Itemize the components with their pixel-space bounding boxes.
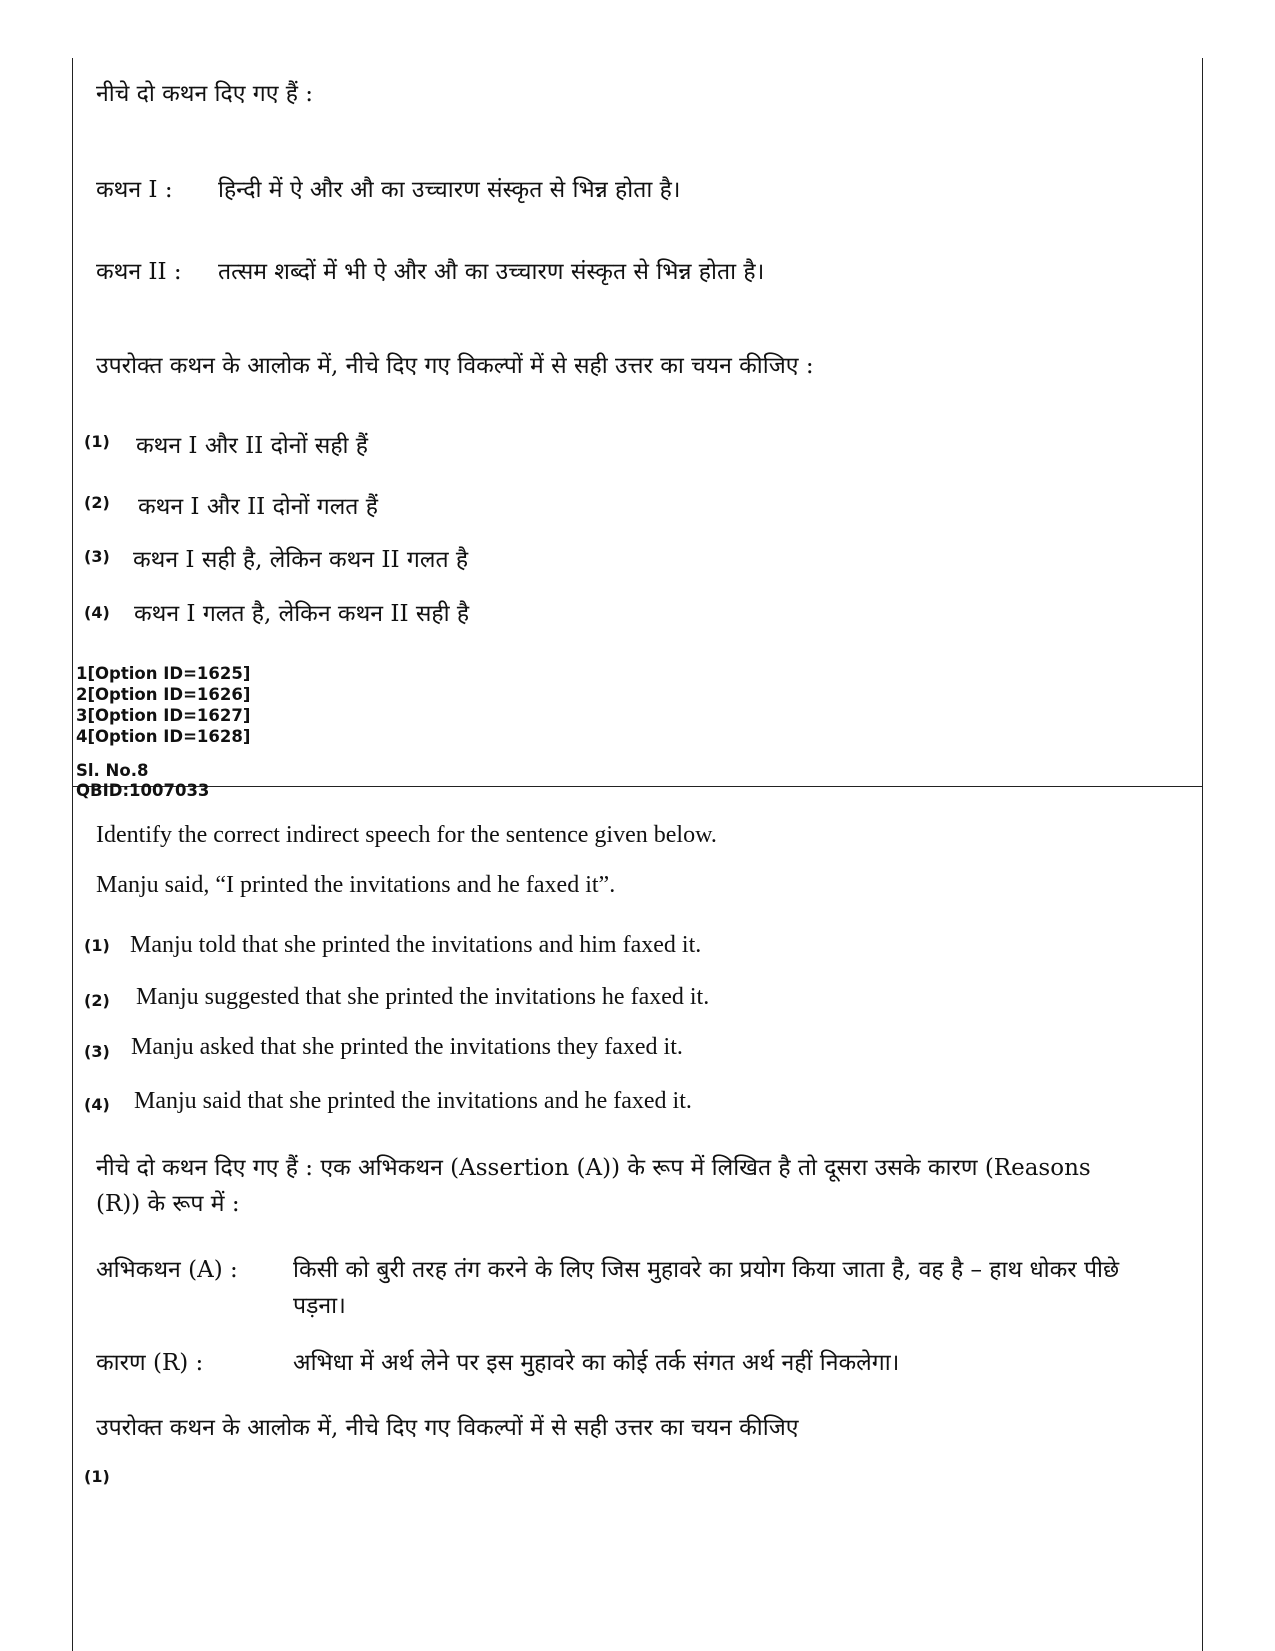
q7-statement1-text: हिन्दी में ऐ और औ का उच्चारण संस्कृत से भिन्न होता है। <box>218 177 681 203</box>
q7-option1-number: (1) <box>84 432 110 451</box>
q7-option-id-4: 4[Option ID=1628] <box>76 727 251 746</box>
reason-label: कारण (R) : <box>96 1350 204 1376</box>
q7-option1-text: कथन I और II दोनों सही हैं <box>136 433 369 459</box>
q8-option3-text: Manju asked that she printed the invitations they faxed it. <box>131 1034 683 1060</box>
question-divider <box>72 786 1203 787</box>
q7-statement2-label: कथन II : <box>96 259 182 285</box>
q7-option4-text: कथन I गलत है, लेकिन कथन II सही है <box>134 601 470 627</box>
assertion-label: अभिकथन (A) : <box>96 1257 238 1283</box>
q8-hindi-prompt: उपरोक्त कथन के आलोक में, नीचे दिए गए विकल्पों में से सही उत्तर का चयन कीजिए <box>96 1415 799 1441</box>
assertion-text: किसी को बुरी तरह तंग करने के लिए जिस मुहावरे का प्रयोग किया जाता है, वह है – हाथ धोकर पीछे पड़ना। <box>293 1257 1120 1319</box>
q7-option3-number: (3) <box>84 547 110 566</box>
q8-serial-number: Sl. No.8 <box>76 761 149 780</box>
q7-option2-text: कथन I और II दोनों गलत हैं <box>138 494 378 520</box>
q8-hindi-option1-number: (1) <box>84 1467 110 1486</box>
q7-option-id-3: 3[Option ID=1627] <box>76 706 251 725</box>
q7-prompt: उपरोक्त कथन के आलोक में, नीचे दिए गए विकल्पों में से सही उत्तर का चयन कीजिए : <box>96 353 814 379</box>
q8-option2-number: (2) <box>84 991 110 1010</box>
q7-statement1-label: कथन I : <box>96 177 173 203</box>
q8-option1-number: (1) <box>84 936 110 955</box>
reason-text: अभिधा में अर्थ लेने पर इस मुहावरे का कोई तर्क संगत अर्थ नहीं निकलेगा। <box>293 1350 900 1376</box>
q8-option3-number: (3) <box>84 1042 110 1061</box>
q7-intro: नीचे दो कथन दिए गए हैं : <box>96 81 314 107</box>
q8-option1-text: Manju told that she printed the invitations and him faxed it. <box>130 932 702 958</box>
q8-prompt: Identify the correct indirect speech for the sentence given below. <box>96 822 717 848</box>
page-border-left <box>72 58 73 1651</box>
q7-option-id-2: 2[Option ID=1626] <box>76 685 251 704</box>
q8-option2-text: Manju suggested that she printed the invitations he faxed it. <box>136 984 710 1010</box>
q8-option4-text: Manju said that she printed the invitations and he faxed it. <box>134 1088 692 1114</box>
q7-option-id-1: 1[Option ID=1625] <box>76 664 251 683</box>
q7-statement2-text: तत्सम शब्दों में भी ऐ और औ का उच्चारण संस्कृत से भिन्न होता है। <box>218 259 765 285</box>
q8-qbid: QBID:1007033 <box>76 781 210 800</box>
q7-option4-number: (4) <box>84 603 110 622</box>
page-border-right <box>1202 58 1203 1651</box>
q7-option2-number: (2) <box>84 493 110 512</box>
q8-sentence: Manju said, “I printed the invitations and he faxed it”. <box>96 872 616 898</box>
q8-option4-number: (4) <box>84 1095 110 1114</box>
q7-option3-text: कथन I सही है, लेकिन कथन II गलत है <box>133 547 469 573</box>
q8-hindi-intro: नीचे दो कथन दिए गए हैं : एक अभिकथन (Assertion (A)) के रूप में लिखित है तो दूसरा उसके कारण (Reasons (R)) के रूप में : <box>96 1155 1091 1217</box>
